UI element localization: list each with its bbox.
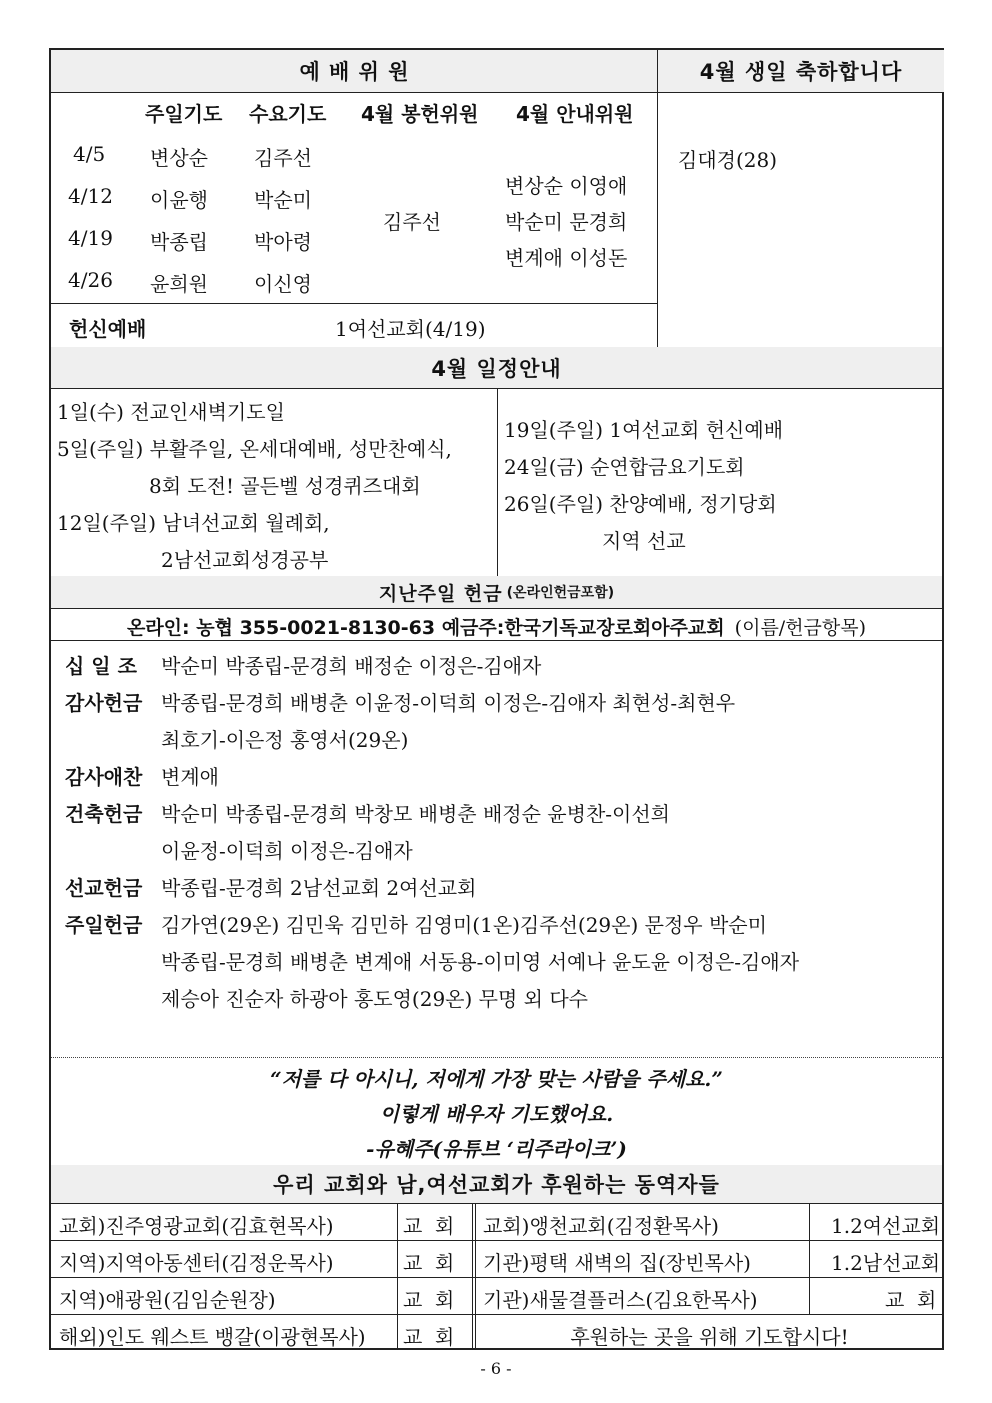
missions-header — [51, 1165, 942, 1203]
mission-partner: 기관)새물결플러스(김요한목사) — [483, 1288, 758, 1312]
row-sunday-prayer: 변상순 — [150, 146, 208, 170]
mission-supporter: 교 회 — [885, 1288, 937, 1312]
usher-pair: 박순미 문경희 — [505, 210, 628, 234]
worship-committee-title: 예 배 위 원 — [299, 60, 410, 84]
offering-label-mission: 선교헌금 — [65, 876, 143, 900]
offering-title: 지난주일 헌금 — [378, 582, 503, 605]
mission-partner: 교회)진주영광교회(김효현목사) — [59, 1214, 334, 1238]
row-date: 4/12 — [68, 184, 113, 208]
schedule-item: 5일(주일) 부활주일, 온세대예배, 성만찬예식, — [57, 437, 452, 461]
row-date: 4/19 — [68, 226, 113, 250]
offering-label-thanks: 감사헌금 — [65, 691, 143, 715]
offering-names: 최호기-이은정 홍영서(29온) — [161, 728, 409, 752]
row-wednesday-prayer: 박아령 — [254, 230, 312, 254]
mission-supporter: 교 회 — [403, 1251, 455, 1275]
offering-label-building: 건축헌금 — [65, 802, 143, 826]
online-account-text: 온라인: 농협 355-0021-8130-63 예금주:한국기독교장로회아주교회 — [126, 617, 725, 639]
dedication-value: 1여선교회(4/19) — [335, 317, 486, 341]
offering-label-thanks-meal: 감사애찬 — [65, 765, 143, 789]
offering-label-sunday: 주일헌금 — [65, 913, 143, 937]
offering-names: 박종립-문경희 2남선교회 2여선교회 — [161, 876, 477, 900]
col-header-wednesday-prayer: 수요기도 — [249, 102, 327, 126]
birthday-title: 4월 생일 축하합니다 — [699, 60, 903, 84]
row-sunday-prayer: 이윤행 — [150, 188, 208, 212]
offering-names: 변계애 — [161, 765, 219, 789]
col-header-ushers: 4월 안내위원 — [516, 102, 634, 126]
mission-supporter: 1.2남선교회 — [831, 1251, 941, 1275]
mission-partner: 교회)앵천교회(김정환목사) — [483, 1214, 719, 1238]
row-sunday-prayer: 윤희원 — [150, 272, 208, 296]
schedule-title: 4월 일정안내 — [431, 356, 562, 381]
schedule-item: 24일(금) 순연합금요기도회 — [504, 455, 745, 479]
birthday-header — [658, 50, 944, 92]
mission-partner: 지역)지역아동센터(김정운목사) — [59, 1251, 334, 1275]
quote-line: “저를 다 아시니, 저에게 가장 맞는 사람을 주세요.” — [270, 1067, 723, 1091]
mission-partner: 해외)인도 웨스트 뱅갈(이광현목사) — [59, 1325, 366, 1349]
usher-pair: 변계애 이성돈 — [505, 246, 628, 270]
online-account — [51, 613, 942, 640]
col-header-offering-committee: 4월 봉헌위원 — [361, 102, 479, 126]
offering-names: 박종립-문경희 배병춘 이윤정-이덕희 이정은-김애자 최현성-최현우 — [161, 691, 736, 715]
offering-names: 김가연(29온) 김민욱 김민하 김영미(1온)김주선(29온) 문정우 박순미 — [161, 913, 767, 937]
dedication-label: 헌신예배 — [69, 317, 147, 341]
offering-names: 제승아 진순자 하광아 홍도영(29온) 무명 외 다수 — [161, 987, 588, 1011]
col-header-sunday-prayer: 주일기도 — [145, 102, 223, 126]
mission-supporter: 교 회 — [403, 1214, 455, 1238]
offering-committee-name: 김주선 — [383, 210, 441, 234]
row-wednesday-prayer: 김주선 — [254, 146, 312, 170]
offering-title-note: (온라인헌금포함) — [506, 585, 615, 601]
row-wednesday-prayer: 이신영 — [254, 272, 312, 296]
row-sunday-prayer: 박종립 — [150, 230, 208, 254]
birthday-names: 김대경(28) — [678, 148, 778, 172]
offering-names: 박순미 박종립-문경희 박창모 배병춘 배정순 윤병찬-이선희 — [161, 802, 670, 826]
missions-closing: 후원하는 곳을 위해 기도합시다! — [570, 1325, 849, 1349]
mission-supporter: 1.2여선교회 — [831, 1214, 941, 1238]
schedule-item: 1일(수) 전교인새벽기도일 — [57, 400, 285, 424]
offering-names: 박순미 박종립-문경희 배정순 이정은-김애자 — [161, 654, 542, 678]
usher-pair: 변상순 이영애 — [505, 174, 628, 198]
quote-attribution: -유혜주(유튜브 ‘리주라이크’) — [366, 1137, 627, 1161]
schedule-item: 8회 도전! 골든벨 성경퀴즈대회 — [149, 474, 421, 498]
row-date: 4/5 — [73, 142, 106, 166]
offering-names: 이윤정-이덕희 이정은-김애자 — [161, 839, 413, 863]
bulletin-page — [49, 48, 944, 1350]
schedule-item: 19일(주일) 1여선교회 헌신예배 — [504, 418, 784, 442]
schedule-item: 26일(주일) 찬양예배, 정기당회 — [504, 492, 777, 516]
quote-line: 이렇게 배우자 기도했어요. — [379, 1102, 614, 1126]
schedule-item: 12일(주일) 남녀선교회 월례회, — [57, 511, 330, 535]
offering-names: 박종립-문경희 배병춘 변계애 서동용-이미영 서예나 윤도윤 이정은-김애자 — [161, 950, 800, 974]
online-account-note: (이름/헌금항목) — [734, 617, 867, 639]
mission-supporter: 교 회 — [403, 1325, 455, 1349]
mission-supporter: 교 회 — [403, 1288, 455, 1312]
mission-partner: 지역)애광원(김임순원장) — [59, 1288, 276, 1312]
row-wednesday-prayer: 박순미 — [254, 188, 312, 212]
page-number: - 6 - — [480, 1359, 512, 1378]
schedule-item: 2남선교회성경공부 — [161, 548, 329, 572]
offering-header — [51, 576, 942, 608]
worship-committee-header — [51, 50, 658, 92]
offering-label-tithe: 십 일 조 — [65, 654, 137, 678]
missions-title: 우리 교회와 남,여선교회가 후원하는 동역자들 — [273, 1173, 720, 1197]
mission-partner: 기관)평택 새벽의 집(장빈목사) — [483, 1251, 751, 1275]
row-date: 4/26 — [68, 268, 113, 292]
schedule-item: 지역 선교 — [602, 529, 686, 553]
schedule-header — [51, 347, 942, 388]
